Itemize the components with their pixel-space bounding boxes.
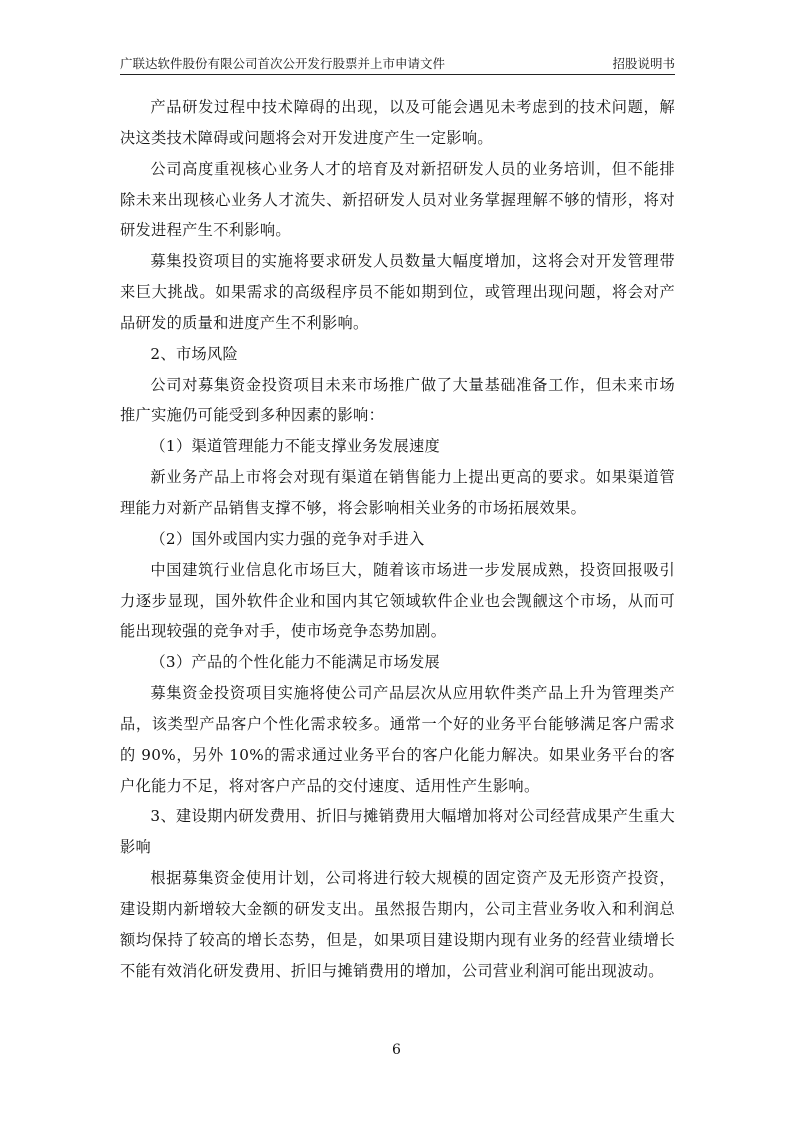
subheading-customization: （3）产品的个性化能力不能满足市场发展 bbox=[150, 653, 441, 672]
paragraph-channel-management: 新业务产品上市将会对现有渠道在销售能力上提出更高的要求。如果渠道管理能力对新产品销售支撑不够，将会影响相关业务的市场拓展效果。 bbox=[120, 468, 675, 517]
paragraph-management-challenge: 募集投资项目的实施将要求研发人员数量大幅度增加，这将会对开发管理带来巨大挑战。如果需求的高级程序员不能如期到位，或管理出现问题，将会对产品研发的质量和进度产生不利影响。 bbox=[120, 252, 675, 332]
subheading-channel-management: （1）渠道管理能力不能支撑业务发展速度 bbox=[150, 437, 441, 456]
paragraph-competitors: 中国建筑行业信息化市场巨大，随着该市场进一步发展成熟，投资回报吸引力逐步显现，国外软件企业和国内其它领域软件企业也会觊觎这个市场，从而可能出现较强的竞争对手，使市场竞争态势加剧。 bbox=[120, 560, 675, 641]
paragraph-market-promotion: 公司对募集资金投资项目未来市场推广做了大量基础准备工作，但未来市场推广实施仍可能受到多种因素的影响： bbox=[120, 375, 675, 425]
subheading-competitors: （2）国外或国内实力强的竞争对手进入 bbox=[150, 529, 425, 548]
paragraph-talent-loss: 公司高度重视核心业务人才的培育及对新招研发人员的业务培训，但不能排除未来出现核心业务人才流失、新招研发人员对业务掌握理解不够的情形，将对研发进程产生不利影响。 bbox=[120, 159, 675, 240]
paragraph-customization: 募集资金投资项目实施将使公司产品层次从应用软件类产品上升为管理类产品，该类型产品客户个性化需求较多。通常一个好的业务平台能够满足客户需求的 90%，另外 10%的需求通过业务平台的客户化能力解决。如果业务平台的客户化能力不足，将对客户产品的交付速度、适用性产生影响。 bbox=[120, 684, 675, 795]
page-header bbox=[120, 54, 675, 75]
heading-market-risk: 2、市场风险 bbox=[150, 344, 239, 363]
page-number: 6 bbox=[392, 1042, 401, 1058]
heading-cost-increase: 3、建设期内研发费用、折旧与摊销费用大幅增加将对公司经营成果产生重大影响 bbox=[120, 807, 675, 857]
paragraph-tech-obstacles: 产品研发过程中技术障碍的出现，以及可能会遇见未考虑到的技术问题，解决这类技术障碍或问题将会对开发进度产生一定影响。 bbox=[120, 98, 675, 147]
paragraph-cost-increase: 根据募集资金使用计划，公司将进行较大规模的固定资产及无形资产投资，建设期内新增较大金额的研发支出。虽然报告期内，公司主营业务收入和利润总额均保持了较高的增长态势，但是，如果项目建设期内现有业务的经营业绩增长不能有效消化研发费用、折旧与摊销费用的增加，公司营业利润可能出现波动。 bbox=[120, 869, 675, 980]
body-text bbox=[120, 92, 675, 986]
header-section-title: 招股说明书 bbox=[612, 56, 675, 71]
header-document-title: 广联达软件股份有限公司首次公开发行股票并上市申请文件 bbox=[120, 56, 446, 71]
